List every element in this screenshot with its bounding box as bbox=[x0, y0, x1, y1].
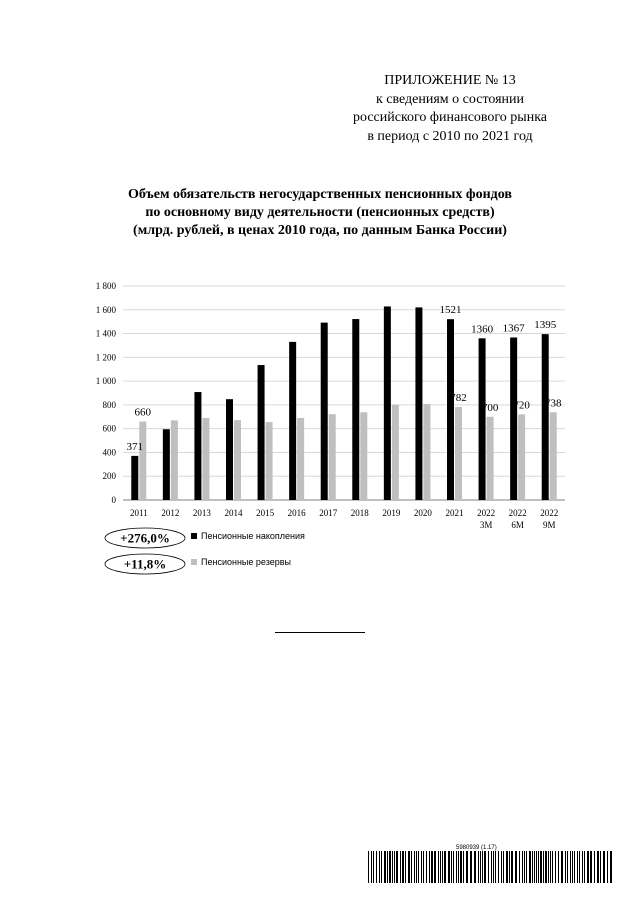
x-tick-label: 2015 bbox=[256, 508, 275, 518]
barcode-bar bbox=[453, 851, 454, 883]
data-label: 1395 bbox=[534, 319, 557, 332]
bar-pension-savings bbox=[163, 429, 170, 500]
barcode-bar bbox=[561, 851, 563, 883]
growth-annotation: +276,0% bbox=[120, 530, 170, 546]
barcode-bar bbox=[392, 851, 393, 883]
chart-title-line: по основному виду деятельности (пенсионных средств) bbox=[145, 205, 495, 220]
y-tick-label: 200 bbox=[102, 471, 116, 482]
x-tick-label: 2022 bbox=[540, 508, 559, 518]
barcode-bar bbox=[381, 851, 382, 883]
barcode-bar bbox=[536, 851, 537, 883]
bar-pension-savings bbox=[447, 319, 454, 500]
bar-pension-reserves bbox=[518, 414, 525, 500]
barcode-bar bbox=[607, 851, 608, 883]
bar-pension-savings bbox=[510, 337, 517, 500]
x-tick-label: 2016 bbox=[287, 508, 306, 518]
barcode-bar bbox=[550, 851, 551, 883]
bar-pension-savings bbox=[131, 456, 138, 500]
barcode-bar bbox=[491, 851, 492, 883]
barcode-bar bbox=[555, 851, 556, 883]
barcode-bar bbox=[484, 851, 486, 883]
data-label: 1367 bbox=[502, 322, 525, 335]
growth-annotation: +11,8% bbox=[123, 556, 167, 572]
barcode-bar bbox=[538, 851, 539, 883]
barcode-bar bbox=[426, 851, 427, 883]
y-tick-label: 1 200 bbox=[95, 352, 116, 363]
x-tick-label: 2018 bbox=[350, 508, 369, 518]
bar-pension-reserves bbox=[329, 414, 336, 500]
barcode-icon bbox=[368, 851, 612, 883]
barcode-bar bbox=[498, 851, 499, 883]
x-tick-label: 2020 bbox=[413, 508, 432, 518]
barcode-bar bbox=[565, 851, 566, 883]
bar-pension-savings bbox=[289, 342, 296, 500]
bar-pension-reserves bbox=[487, 417, 494, 500]
barcode-bar bbox=[431, 851, 433, 883]
bar-pension-reserves bbox=[202, 418, 209, 500]
x-tick-label: 2022 bbox=[477, 508, 496, 518]
barcode-bar bbox=[587, 851, 589, 883]
x-tick-label: 9M bbox=[542, 520, 556, 530]
barcode-bar bbox=[411, 851, 412, 883]
barcode-bar bbox=[414, 851, 415, 883]
barcode-bar bbox=[548, 851, 549, 883]
y-tick-label: 1 800 bbox=[95, 281, 116, 291]
barcode-bar bbox=[463, 851, 464, 883]
barcode-bar bbox=[448, 851, 450, 883]
legend-swatch bbox=[191, 533, 197, 539]
x-tick-label: 2019 bbox=[382, 508, 401, 518]
barcode-bar bbox=[400, 851, 401, 883]
y-tick-label: 800 bbox=[102, 399, 116, 410]
barcode-bar bbox=[488, 851, 489, 883]
appendix-number: ПРИЛОЖЕНИЕ № 13 bbox=[384, 73, 516, 88]
barcode-bar bbox=[373, 851, 374, 883]
barcode-bar bbox=[408, 851, 410, 883]
barcode-bar bbox=[495, 851, 496, 883]
y-tick-label: 1 400 bbox=[95, 328, 116, 339]
barcode-bar bbox=[384, 851, 386, 883]
barcode-bar bbox=[440, 851, 441, 883]
x-tick-label: 3M bbox=[479, 520, 493, 530]
y-tick-label: 1 600 bbox=[95, 304, 116, 315]
bar-pension-reserves bbox=[297, 418, 304, 500]
barcode-bar bbox=[466, 851, 468, 883]
y-tick-label: 400 bbox=[102, 447, 116, 458]
barcode-bar bbox=[584, 851, 585, 883]
barcode-bar bbox=[368, 851, 369, 883]
legend-swatch bbox=[191, 559, 197, 565]
barcode-bar bbox=[574, 851, 575, 883]
data-label: 371 bbox=[126, 440, 144, 453]
bar-pension-reserves bbox=[234, 420, 241, 500]
barcode-bar bbox=[570, 851, 571, 883]
bar-pension-savings bbox=[258, 365, 265, 500]
bar-pension-reserves bbox=[455, 407, 462, 500]
barcode-bar bbox=[421, 851, 422, 883]
bar-pension-savings bbox=[415, 307, 422, 500]
legend-label: Пенсионные накопления bbox=[201, 531, 305, 541]
bar-pension-reserves bbox=[550, 412, 557, 500]
barcode-bar bbox=[423, 851, 424, 883]
x-tick-label: 2017 bbox=[319, 508, 338, 518]
barcode-bar bbox=[532, 851, 533, 883]
barcode-bar bbox=[515, 851, 517, 883]
barcode-bar bbox=[572, 851, 573, 883]
bar-pension-savings bbox=[479, 338, 486, 500]
x-tick-label: 2011 bbox=[129, 508, 148, 518]
barcode-bar bbox=[451, 851, 452, 883]
appendix-line: в период с 2010 по 2021 год bbox=[367, 128, 533, 144]
data-label: 738 bbox=[544, 397, 562, 410]
barcode-bar bbox=[456, 851, 457, 883]
bar-pension-savings bbox=[226, 399, 233, 500]
barcode-bar bbox=[501, 851, 502, 883]
barcode-bar bbox=[493, 851, 494, 883]
x-tick-label: 2013 bbox=[192, 508, 211, 518]
y-tick-label: 1 000 bbox=[95, 376, 116, 387]
barcode-bar bbox=[534, 851, 535, 883]
barcode-bar bbox=[379, 851, 380, 883]
data-label: 720 bbox=[513, 399, 530, 412]
barcode-bar bbox=[376, 851, 377, 883]
barcode-bar bbox=[402, 851, 404, 883]
data-label: 1360 bbox=[471, 323, 494, 336]
x-tick-label: 2014 bbox=[224, 508, 243, 518]
barcode-bar bbox=[429, 851, 430, 883]
barcode-bar bbox=[396, 851, 398, 883]
barcode-bar bbox=[474, 851, 476, 883]
barcode-bar bbox=[460, 851, 462, 883]
barcode-bar bbox=[524, 851, 525, 883]
barcode-bar bbox=[470, 851, 472, 883]
barcode-bar bbox=[579, 851, 580, 883]
barcode-bar bbox=[405, 851, 406, 883]
barcode-bar bbox=[594, 851, 595, 883]
x-tick-label: 6M bbox=[511, 520, 524, 530]
appendix-line: российского финансового рынка bbox=[352, 110, 548, 125]
barcode-bar bbox=[438, 851, 439, 883]
barcode-bar bbox=[416, 851, 417, 883]
data-label: 700 bbox=[481, 401, 499, 414]
barcode-bar bbox=[503, 851, 504, 883]
bar-pension-reserves bbox=[392, 405, 399, 500]
barcode-bar bbox=[543, 851, 544, 883]
x-tick-label: 2012 bbox=[161, 508, 180, 518]
barcode-bar bbox=[509, 851, 510, 883]
barcode-bar bbox=[582, 851, 583, 883]
bar-pension-savings bbox=[542, 334, 549, 500]
barcode-bar bbox=[511, 851, 513, 883]
barcode-bar bbox=[394, 851, 395, 883]
footnote-divider bbox=[275, 632, 365, 633]
barcode-bar bbox=[482, 851, 483, 883]
barcode-bar bbox=[387, 851, 388, 883]
x-tick-label: 2022 bbox=[508, 508, 527, 518]
barcode-bar bbox=[371, 851, 372, 883]
legend-label: Пенсионные резервы bbox=[201, 557, 291, 567]
document-code: 5980939 (1.17) bbox=[456, 845, 497, 851]
barcode-bar bbox=[458, 851, 459, 883]
barcode-bar bbox=[600, 851, 601, 883]
barcode-bar bbox=[434, 851, 436, 883]
appendix-line: к сведениям о состоянии bbox=[375, 91, 525, 107]
bar-pension-reserves bbox=[266, 422, 273, 500]
barcode-bar bbox=[540, 851, 542, 883]
bar-pension-savings bbox=[321, 323, 328, 500]
barcode-bar bbox=[418, 851, 419, 883]
data-label: 660 bbox=[134, 406, 152, 419]
barcode-bar bbox=[577, 851, 578, 883]
barcode-bar bbox=[444, 851, 446, 883]
bar-pension-reserves bbox=[423, 404, 430, 500]
barcode-bar bbox=[552, 851, 553, 883]
y-tick-label: 0 bbox=[111, 495, 116, 505]
bar-pension-reserves bbox=[360, 412, 367, 500]
bar-pension-savings bbox=[352, 319, 359, 500]
bar-pension-savings bbox=[384, 306, 391, 500]
barcode-bar bbox=[558, 851, 559, 883]
barcode-bar bbox=[442, 851, 443, 883]
barcode-bar bbox=[519, 851, 520, 883]
barcode-bar bbox=[545, 851, 547, 883]
barcode-bar bbox=[597, 851, 599, 883]
bar-pension-reserves bbox=[139, 422, 146, 500]
barcode-bar bbox=[506, 851, 508, 883]
data-label: 782 bbox=[450, 392, 467, 405]
bar-pension-savings bbox=[194, 392, 201, 500]
chart-title-line: (млрд. рублей, в ценах 2010 года, по данным Банка России) bbox=[133, 223, 507, 238]
barcode-bar bbox=[389, 851, 391, 883]
bar-pension-reserves bbox=[171, 420, 178, 500]
data-label: 1521 bbox=[439, 304, 462, 317]
barcode-bar bbox=[567, 851, 568, 883]
x-tick-label: 2021 bbox=[445, 508, 464, 518]
barcode-bar bbox=[522, 851, 523, 883]
barcode-bar bbox=[529, 851, 531, 883]
barcode-bar bbox=[480, 851, 481, 883]
barcode-bar bbox=[478, 851, 479, 883]
barcode-bar bbox=[610, 851, 612, 883]
barcode-bar bbox=[603, 851, 605, 883]
barcode-bar bbox=[590, 851, 592, 883]
barcode-bar bbox=[526, 851, 527, 883]
y-tick-label: 600 bbox=[102, 423, 116, 434]
chart-title-line: Объем обязательств негосударственных пенсионных фондов bbox=[128, 187, 512, 202]
